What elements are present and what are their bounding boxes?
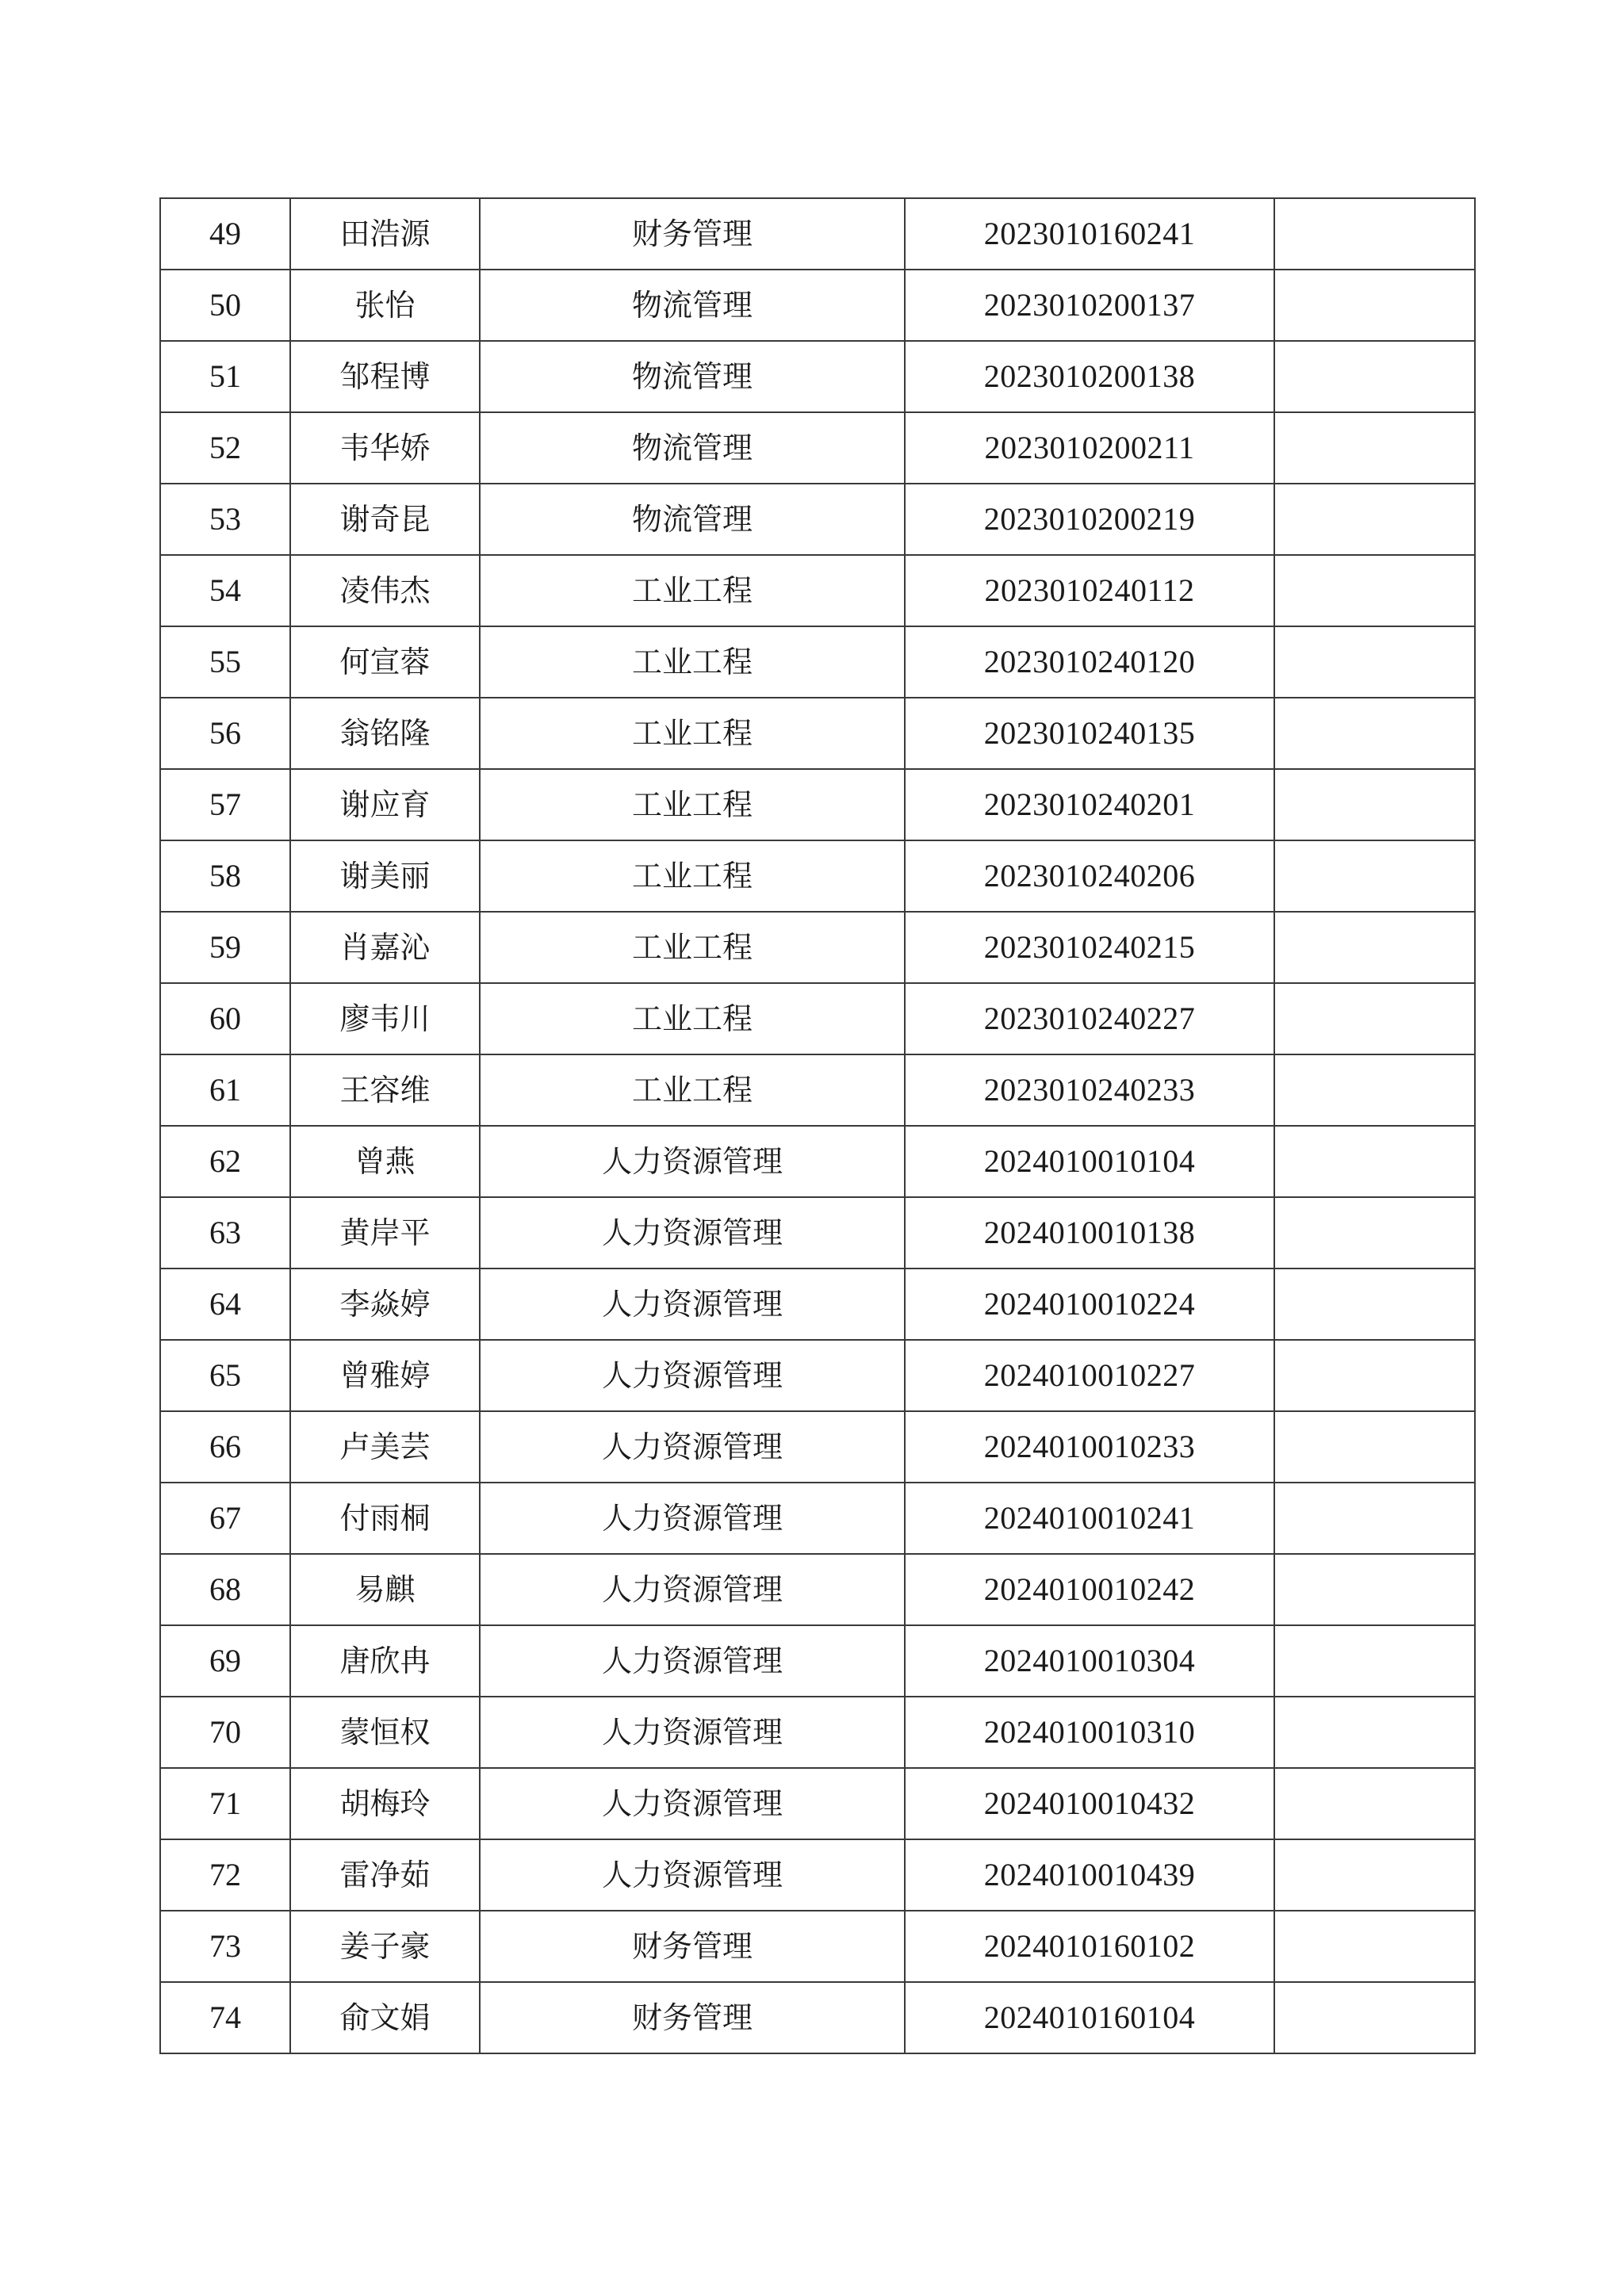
table-row — [160, 1625, 1475, 1697]
student-name-cell: 曾燕 — [290, 1126, 480, 1197]
row-number-cell: 56 — [160, 698, 290, 769]
row-number-cell: 73 — [160, 1911, 290, 1982]
major-cell: 人力资源管理 — [480, 1554, 905, 1625]
remark-cell — [1274, 912, 1475, 983]
table-row — [160, 1839, 1475, 1911]
remark-cell — [1274, 1768, 1475, 1839]
row-number-cell: 57 — [160, 769, 290, 840]
row-number-cell: 71 — [160, 1768, 290, 1839]
table-row — [160, 1554, 1475, 1625]
table-row — [160, 1054, 1475, 1126]
student-name-cell: 曾雅婷 — [290, 1340, 480, 1411]
student-name-cell: 卢美芸 — [290, 1411, 480, 1483]
table-row — [160, 1340, 1475, 1411]
remark-cell — [1274, 1411, 1475, 1483]
student-name-cell: 谢应育 — [290, 769, 480, 840]
remark-cell — [1274, 1697, 1475, 1768]
table-row — [160, 1911, 1475, 1982]
row-number-cell: 54 — [160, 555, 290, 626]
remark-cell — [1274, 1911, 1475, 1982]
remark-cell — [1274, 1197, 1475, 1269]
remark-cell — [1274, 1340, 1475, 1411]
major-cell: 人力资源管理 — [480, 1768, 905, 1839]
major-cell: 财务管理 — [480, 1911, 905, 1982]
student-id-cell: 2024010160104 — [905, 1982, 1274, 2053]
remark-cell — [1274, 1982, 1475, 2053]
student-name-cell: 付雨桐 — [290, 1483, 480, 1554]
student-name-cell: 俞文娟 — [290, 1982, 480, 2053]
remark-cell — [1274, 1054, 1475, 1126]
row-number-cell: 59 — [160, 912, 290, 983]
student-name-cell: 田浩源 — [290, 198, 480, 270]
major-cell: 人力资源管理 — [480, 1340, 905, 1411]
row-number-cell: 63 — [160, 1197, 290, 1269]
student-name-cell: 唐欣冉 — [290, 1625, 480, 1697]
remark-cell — [1274, 555, 1475, 626]
table-row — [160, 1768, 1475, 1839]
table-row — [160, 912, 1475, 983]
student-name-cell: 李焱婷 — [290, 1269, 480, 1340]
remark-cell — [1274, 698, 1475, 769]
remark-cell — [1274, 198, 1475, 270]
student-name-cell: 廖韦川 — [290, 983, 480, 1054]
major-cell: 工业工程 — [480, 698, 905, 769]
remark-cell — [1274, 769, 1475, 840]
student-id-cell: 2024010010304 — [905, 1625, 1274, 1697]
table-row — [160, 412, 1475, 484]
row-number-cell: 61 — [160, 1054, 290, 1126]
table-row — [160, 840, 1475, 912]
remark-cell — [1274, 1839, 1475, 1911]
major-cell: 工业工程 — [480, 983, 905, 1054]
table-row — [160, 270, 1475, 341]
row-number-cell: 69 — [160, 1625, 290, 1697]
student-id-cell: 2023010240112 — [905, 555, 1274, 626]
student-name-cell: 凌伟杰 — [290, 555, 480, 626]
table-row — [160, 555, 1475, 626]
student-name-cell: 邹程博 — [290, 341, 480, 412]
remark-cell — [1274, 1483, 1475, 1554]
row-number-cell: 66 — [160, 1411, 290, 1483]
student-id-cell: 2024010010432 — [905, 1768, 1274, 1839]
student-name-cell: 谢美丽 — [290, 840, 480, 912]
table-row — [160, 769, 1475, 840]
student-id-cell: 2024010010439 — [905, 1839, 1274, 1911]
student-name-cell: 谢奇昆 — [290, 484, 480, 555]
student-name-cell: 张怡 — [290, 270, 480, 341]
major-cell: 工业工程 — [480, 912, 905, 983]
student-id-cell: 2024010160102 — [905, 1911, 1274, 1982]
table-row — [160, 484, 1475, 555]
student-id-cell: 2023010240120 — [905, 626, 1274, 698]
student-id-cell: 2024010010241 — [905, 1483, 1274, 1554]
row-number-cell: 49 — [160, 198, 290, 270]
remark-cell — [1274, 412, 1475, 484]
major-cell: 人力资源管理 — [480, 1269, 905, 1340]
row-number-cell: 60 — [160, 983, 290, 1054]
student-id-cell: 2023010240206 — [905, 840, 1274, 912]
row-number-cell: 52 — [160, 412, 290, 484]
major-cell: 物流管理 — [480, 412, 905, 484]
remark-cell — [1274, 1554, 1475, 1625]
table-row — [160, 1697, 1475, 1768]
major-cell: 人力资源管理 — [480, 1483, 905, 1554]
major-cell: 人力资源管理 — [480, 1625, 905, 1697]
student-id-cell: 2023010200211 — [905, 412, 1274, 484]
student-id-cell: 2023010240233 — [905, 1054, 1274, 1126]
table-row — [160, 698, 1475, 769]
row-number-cell: 53 — [160, 484, 290, 555]
remark-cell — [1274, 983, 1475, 1054]
table-row — [160, 1126, 1475, 1197]
row-number-cell: 50 — [160, 270, 290, 341]
major-cell: 物流管理 — [480, 270, 905, 341]
remark-cell — [1274, 840, 1475, 912]
major-cell: 工业工程 — [480, 840, 905, 912]
student-id-cell: 2024010010233 — [905, 1411, 1274, 1483]
student-id-cell: 2023010240201 — [905, 769, 1274, 840]
row-number-cell: 68 — [160, 1554, 290, 1625]
major-cell: 财务管理 — [480, 1982, 905, 2053]
remark-cell — [1274, 270, 1475, 341]
student-id-cell: 2024010010224 — [905, 1269, 1274, 1340]
major-cell: 人力资源管理 — [480, 1411, 905, 1483]
major-cell: 工业工程 — [480, 769, 905, 840]
row-number-cell: 55 — [160, 626, 290, 698]
student-id-cell: 2023010240135 — [905, 698, 1274, 769]
row-number-cell: 74 — [160, 1982, 290, 2053]
table-row — [160, 198, 1475, 270]
major-cell: 工业工程 — [480, 1054, 905, 1126]
student-name-cell: 蒙恒权 — [290, 1697, 480, 1768]
student-id-cell: 2024010010310 — [905, 1697, 1274, 1768]
student-name-cell: 王容维 — [290, 1054, 480, 1126]
major-cell: 人力资源管理 — [480, 1126, 905, 1197]
student-id-cell: 2023010200138 — [905, 341, 1274, 412]
major-cell: 人力资源管理 — [480, 1197, 905, 1269]
student-id-cell: 2024010010227 — [905, 1340, 1274, 1411]
remark-cell — [1274, 484, 1475, 555]
remark-cell — [1274, 1625, 1475, 1697]
row-number-cell: 70 — [160, 1697, 290, 1768]
student-id-cell: 2023010240227 — [905, 983, 1274, 1054]
row-number-cell: 62 — [160, 1126, 290, 1197]
row-number-cell: 58 — [160, 840, 290, 912]
remark-cell — [1274, 341, 1475, 412]
table-row — [160, 626, 1475, 698]
student-id-cell: 2023010240215 — [905, 912, 1274, 983]
student-id-cell: 2024010010104 — [905, 1126, 1274, 1197]
table-row — [160, 1197, 1475, 1269]
remark-cell — [1274, 1269, 1475, 1340]
table-row — [160, 1483, 1475, 1554]
student-name-cell: 翁铭隆 — [290, 698, 480, 769]
roster-table-body — [160, 198, 1475, 2053]
major-cell: 物流管理 — [480, 484, 905, 555]
row-number-cell: 51 — [160, 341, 290, 412]
student-id-cell: 2023010200137 — [905, 270, 1274, 341]
row-number-cell: 72 — [160, 1839, 290, 1911]
student-id-cell: 2024010010242 — [905, 1554, 1274, 1625]
table-row — [160, 1269, 1475, 1340]
remark-cell — [1274, 1126, 1475, 1197]
student-name-cell: 易麒 — [290, 1554, 480, 1625]
student-name-cell: 姜子豪 — [290, 1911, 480, 1982]
student-name-cell: 黄岸平 — [290, 1197, 480, 1269]
table-row — [160, 983, 1475, 1054]
major-cell: 工业工程 — [480, 555, 905, 626]
table-row — [160, 1411, 1475, 1483]
remark-cell — [1274, 626, 1475, 698]
student-id-cell: 2024010010138 — [905, 1197, 1274, 1269]
row-number-cell: 64 — [160, 1269, 290, 1340]
student-name-cell: 何宣蓉 — [290, 626, 480, 698]
major-cell: 人力资源管理 — [480, 1697, 905, 1768]
student-name-cell: 韦华娇 — [290, 412, 480, 484]
table-row — [160, 1982, 1475, 2053]
major-cell: 物流管理 — [480, 341, 905, 412]
student-name-cell: 雷净茹 — [290, 1839, 480, 1911]
major-cell: 财务管理 — [480, 198, 905, 270]
student-roster-table — [159, 197, 1476, 2054]
major-cell: 人力资源管理 — [480, 1839, 905, 1911]
table-row — [160, 341, 1475, 412]
major-cell: 工业工程 — [480, 626, 905, 698]
row-number-cell: 67 — [160, 1483, 290, 1554]
student-name-cell: 肖嘉沁 — [290, 912, 480, 983]
row-number-cell: 65 — [160, 1340, 290, 1411]
student-id-cell: 2023010160241 — [905, 198, 1274, 270]
student-id-cell: 2023010200219 — [905, 484, 1274, 555]
student-name-cell: 胡梅玲 — [290, 1768, 480, 1839]
